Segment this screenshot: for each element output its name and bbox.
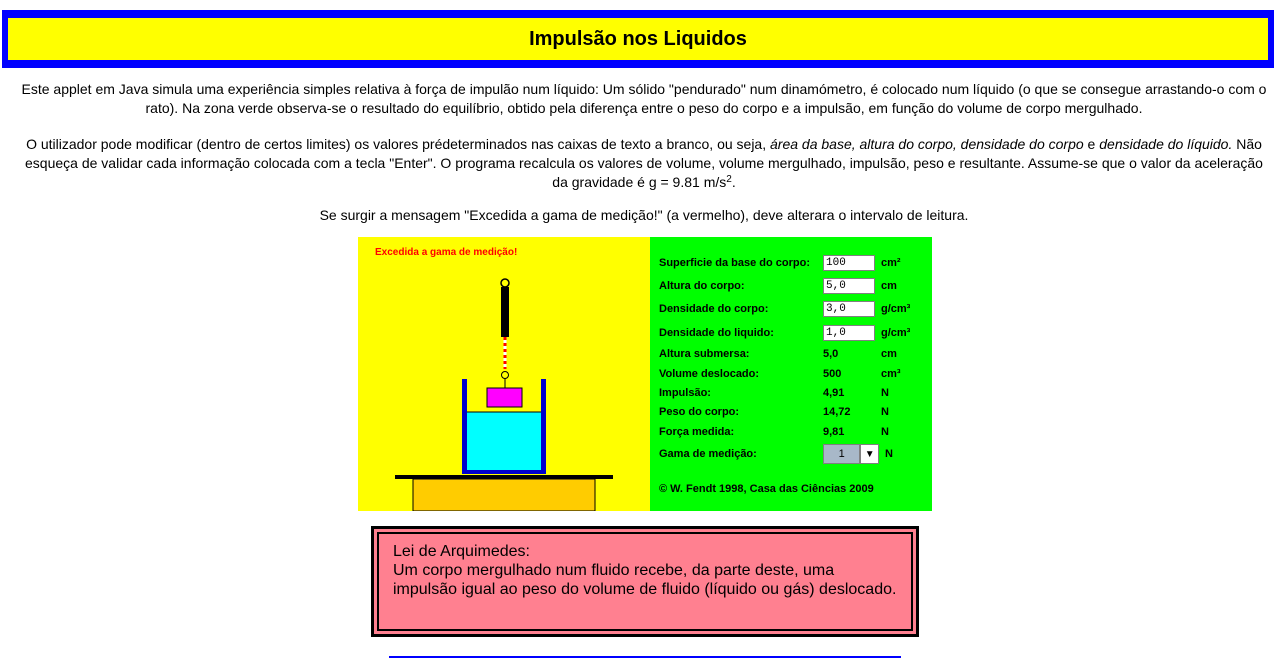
intro-paragraph-1: Este applet em Java simula uma experiência simples relativa à força de impulão num líquido: Um sólido "pendurado" num dinamómetro, é colocado num líquido (o que se consegue arrastando-o com o rato). Na zona verde observa-se o resultado do equilíbrio, obtido pela diferença entre o peso do corpo e a impulsão, em função do volume de corpo mergulhado. (21, 81, 1267, 116)
intro-paragraph-2 (16, 135, 1272, 192)
page-title: Impulsão nos Liquidos (8, 18, 1268, 60)
p2-text-end: . (731, 174, 736, 190)
force-label: Força medida: (659, 426, 735, 438)
archimedes-law-inner (377, 532, 913, 631)
output-row-submerged (659, 345, 921, 363)
chevron-down-icon[interactable]: ▼ (860, 444, 879, 464)
body-density-unit: g/cm³ (881, 303, 911, 315)
submerged-unit: cm (881, 348, 897, 360)
simulation-drawing (358, 237, 650, 511)
p2-text-a: O utilizador pode modificar (dentro de certos limites) os valores prédeterminados nas caixas de texto a branco, ou seja, (26, 136, 770, 152)
copyright-text: © W. Fendt 1998, Casa das Ciências 2009 (659, 483, 874, 495)
range-label: Gama de medição: (659, 448, 757, 460)
body-density-label: Densidade do corpo: (659, 303, 769, 315)
output-row-weight (659, 403, 921, 421)
law-text: Um corpo mergulhado num fluido recebe, da parte deste, uma impulsão igual ao peso do volume de fluido (líquido ou gás) deslocado. (393, 562, 897, 598)
java-applet (358, 237, 932, 511)
buoyancy-value: 4,91 (823, 387, 845, 399)
base-label: Superficie da base do corpo: (659, 257, 810, 269)
body-density-input[interactable] (823, 301, 875, 317)
p2-italic-params: área da base, altura do corpo, densidade do corpo (770, 136, 1084, 152)
range-select-value[interactable]: 1 (823, 444, 860, 464)
input-row-base (659, 254, 921, 272)
input-row-height (659, 277, 921, 295)
control-panel (650, 237, 932, 511)
law-heading: Lei de Arquimedes: (393, 543, 530, 560)
output-row-force (659, 423, 921, 441)
buoyancy-unit: N (881, 387, 889, 399)
volume-value: 500 (823, 368, 842, 380)
submerged-label: Altura submersa: (659, 348, 750, 360)
output-row-buoyancy (659, 384, 921, 402)
base-area-input[interactable] (823, 255, 875, 271)
height-label: Altura do corpo: (659, 280, 745, 292)
solid-body[interactable] (487, 388, 522, 407)
archimedes-law-box (371, 526, 919, 637)
buoyancy-label: Impulsão: (659, 387, 711, 399)
range-warning: Excedida a gama de medição! (375, 247, 518, 258)
p2-italic-liquid: densidade do líquido. (1099, 136, 1233, 152)
range-unit: N (885, 448, 893, 460)
base-unit: cm² (881, 257, 901, 269)
volume-unit: cm³ (881, 368, 901, 380)
input-row-liquid-density (659, 324, 921, 342)
liquid-density-label: Densidade do liquido: (659, 327, 774, 339)
intro-paragraph-3: Se surgir a mensagem "Excedida a gama de medição!" (a vermelho), deve alterara o intervalo de leitura. (319, 207, 969, 223)
liquid-density-input[interactable] (823, 325, 875, 341)
body-height-input[interactable] (823, 278, 875, 294)
input-row-body-density (659, 300, 921, 318)
force-unit: N (881, 426, 889, 438)
dynamometer[interactable] (501, 279, 509, 388)
divider-line (389, 656, 901, 658)
submerged-value: 5,0 (823, 348, 839, 360)
height-unit: cm (881, 280, 897, 292)
weight-unit: N (881, 406, 889, 418)
weight-label: Peso do corpo: (659, 406, 740, 418)
range-select[interactable] (823, 444, 879, 464)
liquid-density-unit: g/cm³ (881, 327, 911, 339)
table-base (413, 479, 595, 511)
volume-label: Volume deslocado: (659, 368, 760, 380)
range-row (659, 445, 925, 463)
simulation-area (358, 237, 650, 511)
force-value: 9,81 (823, 426, 845, 438)
p2-text-e: Não esqueça de validar cada informação colocada com a tecla "Enter". O programa recalcula os valores de volume, volume mergulhado, impulsão, peso e resultante. Assume-se que o valor da aceleração da gravidade é g = 9.81 m/s (25, 136, 1263, 190)
p2-superscript: 2 (726, 174, 732, 185)
output-row-volume (659, 365, 921, 383)
title-banner (2, 10, 1274, 68)
table-top (395, 475, 613, 479)
weight-value: 14,72 (823, 406, 851, 418)
p2-text-c: e (1083, 136, 1100, 152)
